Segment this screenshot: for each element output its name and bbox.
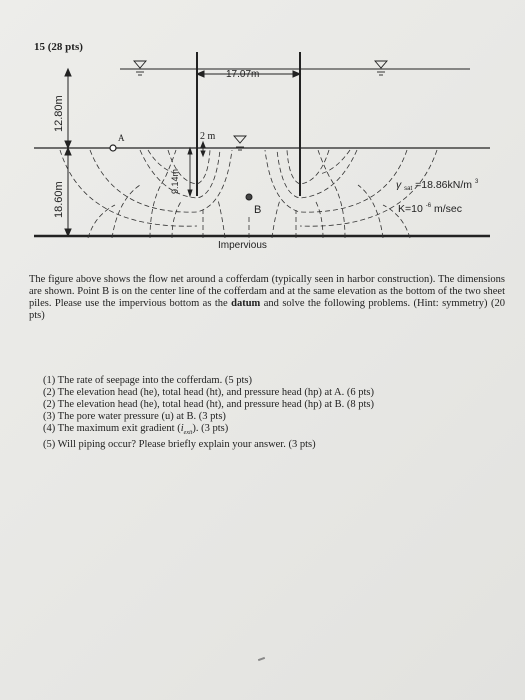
description-part1: The figure above shows the flow net around a cofferdam (typically seen in harbor construction). The dimensions are shown. Point B is on the center line of the cofferdam and at the same elevation as the bottom of the two sheet piles. Please use the impervious bottom as the [29, 274, 505, 309]
gamma-symbol: γ [396, 179, 402, 191]
point-a-label: A [118, 133, 125, 143]
q5-subscript: exit [183, 430, 193, 437]
water-level-symbol-right [375, 61, 387, 75]
pile-depth-label: 9.14m [170, 168, 180, 194]
height-top-label: 12.80m [53, 95, 65, 132]
point-a-marker [110, 145, 116, 151]
question-item [43, 423, 503, 439]
k-suffix: m/sec [434, 203, 463, 215]
q5-prefix: (4) The maximum exit gradient ( [43, 423, 181, 434]
description-datum: datum [231, 298, 261, 309]
q5-symbol: i [180, 423, 184, 434]
water-level-symbol-left [134, 61, 146, 75]
gamma-value: =18.86kN/m [415, 179, 473, 191]
k-exponent: -6 [425, 203, 432, 209]
question-item: (1) The rate of seepage into the cofferdam. (5 pts) [43, 375, 252, 386]
unit-weight-annotation [396, 179, 479, 193]
depth-dimension [201, 142, 205, 156]
k-prefix: K=10 [398, 203, 423, 215]
cofferdam-flow-net-figure [0, 0, 525, 270]
stray-pen-mark [258, 657, 265, 661]
pile-depth-dimension [188, 148, 192, 196]
point-b-marker [246, 194, 252, 200]
problem-description [29, 274, 505, 322]
width-label: 17.07m [226, 69, 260, 80]
problem-points: (28 pts) [47, 41, 83, 53]
point-b-label: B [254, 204, 262, 216]
description-part2: and solve the following problems. (Hint: symmetry) (20 pts) [29, 298, 505, 321]
question-item: (3) The pore water pressure (u) at B. (3 pts) [43, 411, 226, 422]
permeability-annotation [398, 198, 462, 215]
question-item: (2) The elevation head (he), total head (ht), and pressure head (hp) at A. (6 pts) [43, 387, 375, 398]
gamma-subscript: sat [404, 186, 413, 192]
problem-number: 15 [34, 41, 45, 53]
question-list [43, 375, 503, 451]
height-dimensions [65, 69, 71, 236]
impervious-label: Impervious [218, 240, 267, 251]
depth-label: 2 m [200, 131, 216, 142]
height-bottom-label: 18.60m [53, 181, 65, 218]
q5-suffix: ). (3 pts) [192, 423, 229, 434]
question-item: (5) Will piping occur? Please briefly explain your answer. (3 pts) [43, 439, 316, 451]
question-item: (2) The elevation head (he), total head (ht), and pressure head (hp) at B. (8 pts) [43, 399, 375, 410]
gamma-exponent: 3 [474, 179, 479, 185]
